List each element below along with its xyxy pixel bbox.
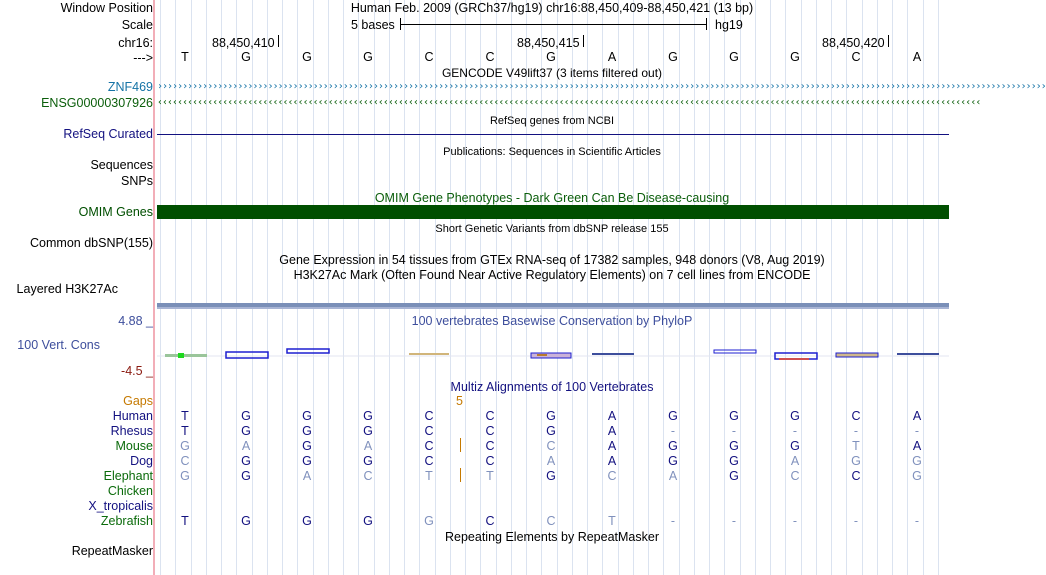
alignment-base: G [241,409,251,423]
phylop-title: 100 vertebrates Basewise Conservation by PhyloP [411,314,693,328]
alignment-base: - [914,424,920,438]
alignment-base: G [790,409,800,423]
species-label[interactable]: Rhesus [110,424,153,438]
label-separator [153,0,155,575]
phylop-glyph-3 [287,349,329,353]
strand-label: ---> [133,51,153,65]
cons-max-label: 4.88 _ [118,314,153,328]
scale-tick-right [706,18,707,30]
alignment-base: G [180,469,190,483]
species-label[interactable]: Elephant [103,469,153,483]
window-position-label: Window Position [60,1,153,15]
alignment-base: G [546,424,556,438]
alignment-base: C [546,439,556,453]
refseq-title: RefSeq genes from NCBI [489,115,615,127]
alignment-base: A [363,439,373,453]
alignment-base: - [853,514,859,528]
scale-assembly: hg19 [715,18,743,32]
alignment-base: A [607,409,617,423]
species-label[interactable]: X_tropicalis [88,499,153,513]
alignment-base: A [607,424,617,438]
alignment-base: C [424,424,434,438]
scale-tick-left [400,18,401,30]
alignment-base: C [424,439,434,453]
alignment-base: G [851,454,861,468]
species-label[interactable]: Zebrafish [100,514,153,528]
gtex-title: Gene Expression in 54 tissues from GTEx RNA-seq of 17382 samples, 948 donors (V8, Aug 2019) [279,253,825,267]
coord-label-3: 88,450,420 [822,36,885,50]
reference-base: G [241,50,251,64]
gaps-label: Gaps [123,394,153,408]
alignment-base: C [851,469,861,483]
alignment-base: - [731,424,737,438]
phylop-glyph-7 [714,350,756,353]
alignment-base: G [241,514,251,528]
reference-base: A [912,50,922,64]
phylop-glyph-1 [165,353,207,358]
alignment-base: G [302,454,312,468]
alignment-base: C [485,454,495,468]
alignment-base: - [731,514,737,528]
phylop-glyph-6 [592,353,634,355]
coord-label-2: 88,450,415 [517,36,580,50]
alignment-base: A [668,469,678,483]
alignment-base: G [363,514,373,528]
alignment-base: A [546,454,556,468]
alignment-base: - [792,514,798,528]
dbsnp-title: Short Genetic Variants from dbSNP release 155 [435,223,669,235]
alignment-base: A [241,439,251,453]
alignment-base: A [607,454,617,468]
alignment-base: C [546,514,556,528]
phylop-glyph-2 [226,352,268,358]
alignment-base: C [363,469,373,483]
alignment-base: G [546,469,556,483]
species-label[interactable]: Dog [130,454,153,468]
alignment-base: C [790,469,800,483]
alignment-base: G [302,439,312,453]
coord-tick-1 [278,35,279,47]
refseq-gene-line[interactable] [157,134,949,135]
alignment-base: A [302,469,312,483]
alignment-base: T [852,439,860,453]
alignment-base: - [670,424,676,438]
scale-label: Scale [121,18,153,32]
phylop-glyph-4 [409,353,449,355]
alignment-base: - [792,424,798,438]
species-label[interactable]: Mouse [115,439,153,453]
gap-marker-mouse [460,438,461,452]
alignment-base: C [485,424,495,438]
track-label-ensg[interactable]: ENSG00000307926 [41,96,153,110]
alignment-base: T [181,514,189,528]
repeatmasker-title: Repeating Elements by RepeatMasker [444,530,660,544]
alignment-base: G [912,469,922,483]
track-label-omim[interactable]: OMIM Genes [78,205,153,219]
alignment-base: C [485,409,495,423]
coord-tick-3 [888,35,889,47]
track-label-common-snp[interactable]: Common dbSNP(155) [30,236,153,250]
alignment-base: G [424,514,434,528]
gap-count: 5 [456,394,463,408]
species-label[interactable]: Chicken [107,484,153,498]
reference-base: G [363,50,373,64]
alignment-base: T [181,409,189,423]
reference-base: T [181,50,189,64]
alignment-base: G [729,454,739,468]
reference-base: G [790,50,800,64]
h3k27ac-signal-low [157,307,949,309]
alignment-base: T [425,469,433,483]
gap-marker-elephant [460,468,461,482]
alignment-base: T [608,514,616,528]
species-label[interactable]: Human [112,409,153,423]
alignment-base: - [670,514,676,528]
track-label-snps[interactable]: SNPs [121,174,153,188]
alignment-base: - [914,514,920,528]
alignment-base: - [853,424,859,438]
alignment-base: G [668,409,678,423]
alignment-base: C [485,514,495,528]
h3k27ac-title: H3K27Ac Mark (Often Found Near Active Regulatory Elements) on 7 cell lines from ENCODE [293,268,811,282]
alignment-base: G [546,409,556,423]
alignment-base: G [363,409,373,423]
alignment-base: G [363,454,373,468]
coord-tick-2 [583,35,584,47]
alignment-base: A [790,454,800,468]
phylop-glyph-10 [897,353,939,355]
gencode-title: GENCODE V49lift37 (3 items filtered out) [441,66,663,80]
alignment-base: G [302,424,312,438]
publications-title: Publications: Sequences in Scientific Articles [443,146,661,158]
reference-base: G [302,50,312,64]
track-label-znf469[interactable]: ZNF469 [107,80,153,94]
reference-base: C [851,50,861,64]
alignment-base: C [424,454,434,468]
phylop-plot[interactable] [157,340,949,370]
scale-text: 5 bases [351,18,395,32]
alignment-base: C [485,439,495,453]
alignment-base: C [607,469,617,483]
alignment-base: G [790,439,800,453]
track-label-refseq[interactable]: RefSeq Curated [63,127,153,141]
track-label-cons[interactable]: 100 Vert. Cons [17,338,100,352]
alignment-base: C [424,409,434,423]
omim-title: OMIM Gene Phenotypes - Dark Green Can Be Disease-causing [374,191,730,205]
reference-base: G [729,50,739,64]
znf469-gene-arrows[interactable]: ››››››››››››››››››››››››››››››››››››››››››››››››››››››››››››››››››››››››››››››››››››››››››››››››››››››››››››››››››››››››››››››››››››››››››››››››››››››››››››››››››››››››››››››››› [157,81,1046,92]
alignment-base: G [241,454,251,468]
reference-base: G [546,50,556,64]
cons-min-label: -4.5 _ [121,364,153,378]
alignment-base: G [668,439,678,453]
multiz-title: Multiz Alignments of 100 Vertebrates [450,380,654,394]
ensg-gene-arrows[interactable]: ‹‹‹‹‹‹‹‹‹‹‹‹‹‹‹‹‹‹‹‹‹‹‹‹‹‹‹‹‹‹‹‹‹‹‹‹‹‹‹‹‹‹‹‹‹‹‹‹‹‹‹‹‹‹‹‹‹‹‹‹‹‹‹‹‹‹‹‹‹‹‹‹‹‹‹‹‹‹‹‹‹‹‹‹‹‹‹‹‹‹‹‹‹‹‹‹‹‹‹‹‹‹‹‹‹‹‹‹‹‹‹‹‹‹‹‹‹‹‹‹‹‹‹‹‹‹‹‹‹‹‹‹‹‹‹‹‹‹‹‹‹‹‹‹‹‹‹‹‹‹‹‹‹‹‹‹‹‹‹‹‹‹‹‹ [157,97,981,108]
chrom-label: chr16: [118,36,153,50]
track-label-layered-h3k27ac[interactable]: Layered H3K27Ac [16,282,118,296]
alignment-base: G [302,514,312,528]
alignment-base: G [363,424,373,438]
phylop-glyph-9 [836,353,878,357]
alignment-base: G [729,469,739,483]
alignment-base: C [180,454,190,468]
alignment-base: C [851,409,861,423]
alignment-base: A [912,409,922,423]
scale-bar [400,24,706,25]
alignment-base: G [729,439,739,453]
alignment-base: G [729,409,739,423]
alignment-base: G [241,469,251,483]
phylop-glyph-5 [531,353,571,358]
alignment-base: T [486,469,494,483]
alignment-base: A [607,439,617,453]
position-title: Human Feb. 2009 (GRCh37/hg19) chr16:88,450,409-88,450,421 (13 bp) [350,1,754,15]
alignment-base: G [912,454,922,468]
reference-base: G [668,50,678,64]
alignment-base: G [302,409,312,423]
reference-base: C [485,50,495,64]
reference-base: A [607,50,617,64]
alignment-base: G [668,454,678,468]
omim-gene-bar[interactable] [157,205,949,219]
track-label-sequences[interactable]: Sequences [90,158,153,172]
alignment-base: G [241,424,251,438]
track-label-repeatmasker[interactable]: RepeatMasker [71,544,153,558]
alignment-base: A [912,439,922,453]
reference-base: C [424,50,434,64]
coord-label-1: 88,450,410 [212,36,275,50]
alignment-base: G [180,439,190,453]
alignment-base: T [181,424,189,438]
